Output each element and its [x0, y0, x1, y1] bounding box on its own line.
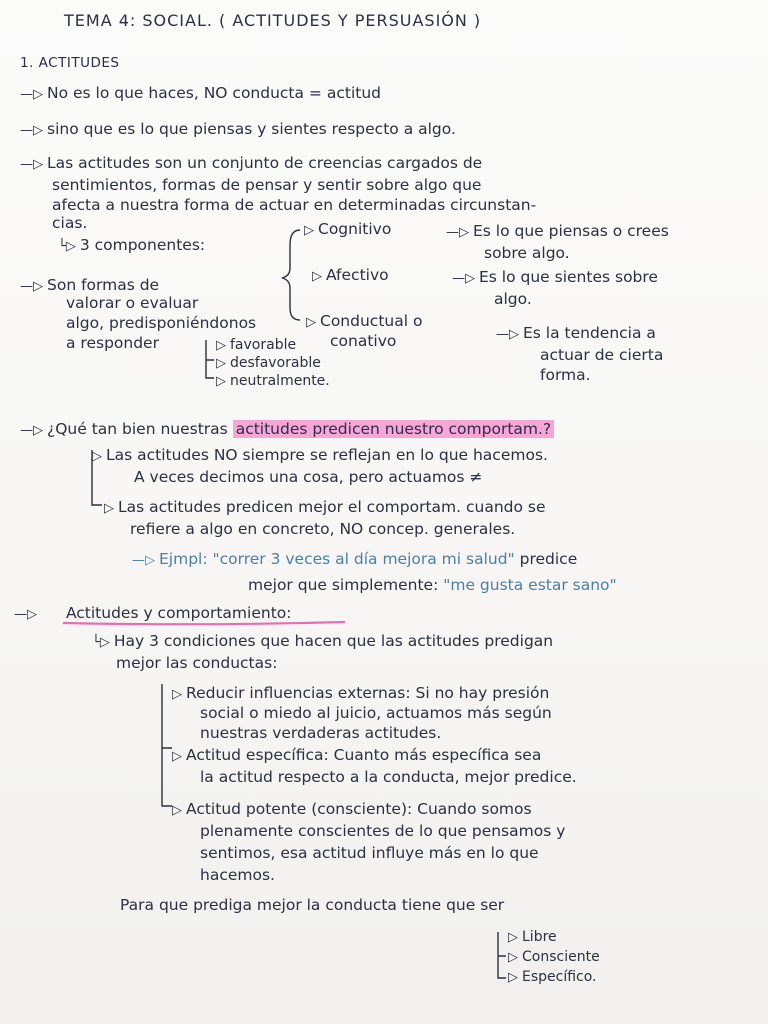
response-branch [206, 340, 214, 378]
condition-2 [172, 746, 541, 766]
note-text: Las actitudes predicen mejor el comportam. cuando se [118, 498, 546, 516]
page-title: TEMA 4: SOCIAL. ( ACTITUDES Y PERSUASIÓN ) [64, 11, 482, 30]
note-text: Específico. [522, 969, 597, 985]
condition-1 [172, 684, 549, 704]
note-text: sentimos, esa actitud influye más en lo que [200, 844, 539, 862]
component-desc [452, 268, 658, 288]
note-text: Es lo que sientes sobre [479, 268, 658, 286]
arrow-icon: —▷ [14, 607, 37, 622]
note-text: forma. [540, 366, 591, 384]
arrow-icon: —▷ [20, 123, 43, 138]
note-text: ¿Qué tan bien nuestras [47, 420, 228, 438]
note-text: sino que es lo que piensas y sientes respecto a algo. [47, 120, 456, 138]
arrow-icon: ▷ [92, 449, 102, 464]
arrow-icon: —▷ [20, 423, 43, 438]
note-text: a responder [66, 334, 159, 352]
components-label [58, 236, 205, 256]
note-line [20, 276, 159, 296]
note-text: Reducir influencias externas: Si no hay presión [186, 684, 550, 702]
arrow-icon: ▷ [312, 269, 322, 284]
note-text: Son formas de [47, 276, 160, 294]
note-text: sobre algo. [484, 244, 570, 262]
arrow-icon: ▷ [216, 374, 226, 389]
conditions-branch [162, 684, 172, 806]
note-text: algo. [494, 290, 532, 308]
arrow-icon: ▷ [306, 315, 316, 330]
condition-especifico [508, 968, 597, 987]
note-text: desfavorable [230, 355, 321, 371]
condition-consciente [508, 948, 600, 967]
note-text: predice [519, 550, 578, 568]
curly-brace [282, 230, 300, 320]
note-text: Libre [522, 929, 557, 945]
note-text: conativo [330, 332, 397, 350]
highlighted-text: actitudes predicen nuestro comportam.? [233, 420, 554, 438]
note-text: mejor que simplemente: [248, 576, 444, 594]
note-text: plenamente conscientes de lo que pensamos y [200, 822, 566, 840]
component-desc [496, 324, 656, 344]
note-text: Cognitivo [318, 220, 392, 238]
note-text: No es lo que haces, NO conducta = actitud [47, 84, 381, 102]
note-text: la actitud respecto a la conducta, mejor predice. [200, 768, 577, 786]
note-text: Las actitudes son un conjunto de creencias cargados de [47, 154, 483, 172]
note-text: Afectivo [326, 266, 389, 284]
response-favorable [216, 336, 296, 355]
arrow-icon: ▷ [172, 687, 182, 702]
note-text: afecta a nuestra forma de actuar en determinadas circunstan- [52, 196, 537, 214]
arrow-icon: —▷ [132, 553, 155, 568]
arrow-icon: ▷ [104, 501, 114, 516]
note-text: Hay 3 condiciones que hacen que las actitudes predigan [113, 632, 554, 650]
conclusion-branch [498, 932, 506, 978]
note-text: valorar o evaluar [66, 294, 199, 312]
arrow-icon: └▷ [58, 239, 76, 254]
note-text: Actitudes y comportamiento: [65, 604, 292, 622]
condition-3 [172, 800, 532, 820]
arrow-icon: ▷ [216, 356, 226, 371]
note-text: mejor las conductas: [116, 654, 278, 672]
arrow-icon: ▷ [508, 950, 518, 965]
note-line [20, 120, 456, 140]
note-text: hacemos. [200, 866, 275, 884]
note-text: "me gusta estar sano" [443, 576, 617, 594]
note-line [20, 84, 381, 104]
note-text: Actitud potente (consciente): Cuando somos [186, 800, 532, 818]
note-text: actuar de cierta [540, 346, 664, 364]
arrow-icon: —▷ [496, 327, 519, 342]
note-text: cias. [52, 214, 88, 232]
arrow-icon: —▷ [20, 279, 43, 294]
note-text: algo, predisponiéndonos [66, 314, 257, 332]
response-neutral [216, 372, 330, 391]
note-text: Conductual o [320, 312, 423, 330]
answer-line [104, 498, 546, 518]
response-desfavorable [216, 354, 321, 373]
example-line [132, 550, 577, 570]
component-afectivo [312, 266, 389, 286]
note-line [92, 632, 553, 652]
note-text: favorable [230, 337, 297, 353]
arrow-icon: —▷ [452, 271, 475, 286]
arrow-icon: —▷ [20, 87, 43, 102]
arrow-icon: —▷ [446, 225, 469, 240]
note-text: Es lo que piensas o crees [473, 222, 669, 240]
note-text: refiere a algo en concreto, NO concep. generales. [130, 520, 516, 538]
arrow-icon: —▷ [20, 157, 43, 172]
component-cognitivo [304, 220, 391, 240]
example-line [248, 576, 617, 594]
arrow-icon: ▷ [508, 970, 518, 985]
arrow-icon: ▷ [172, 803, 182, 818]
note-text: Actitud específica: Cuanto más específica sea [186, 746, 542, 764]
arrow-icon: ▷ [216, 338, 226, 353]
condition-libre [508, 928, 557, 947]
note-text: Es la tendencia a [523, 324, 656, 342]
note-text: Consciente [522, 949, 600, 965]
arrow-icon: ▷ [172, 749, 182, 764]
note-text: Las actitudes NO siempre se reflejan en lo que hacemos. [106, 446, 548, 464]
note-text: Ejmpl: "correr 3 veces al día mejora mi salud" [159, 550, 515, 568]
arrow-icon: ▷ [304, 223, 314, 238]
note-text: 3 componentes: [79, 236, 206, 254]
section-heading-2 [14, 604, 291, 624]
answer-line [92, 446, 548, 466]
conclusion-line: Para que prediga mejor la conducta tiene que ser [120, 896, 505, 914]
note-text: social o miedo al juicio, actuamos más según [200, 704, 552, 722]
note-text: A veces decimos una cosa, pero actuamos ≠ [134, 468, 483, 486]
arrow-icon: ▷ [508, 930, 518, 945]
arrow-icon: └▷ [92, 635, 110, 650]
note-text: sentimientos, formas de pensar y sentir sobre algo que [52, 176, 482, 194]
section-heading-1: 1. ACTITUDES [20, 55, 120, 71]
note-text: nuestras verdaderas actitudes. [200, 724, 442, 742]
note-line [20, 154, 482, 174]
note-text: neutralmente. [230, 373, 330, 389]
question-line [20, 420, 554, 440]
component-conductual [306, 312, 422, 332]
component-desc [446, 222, 669, 242]
